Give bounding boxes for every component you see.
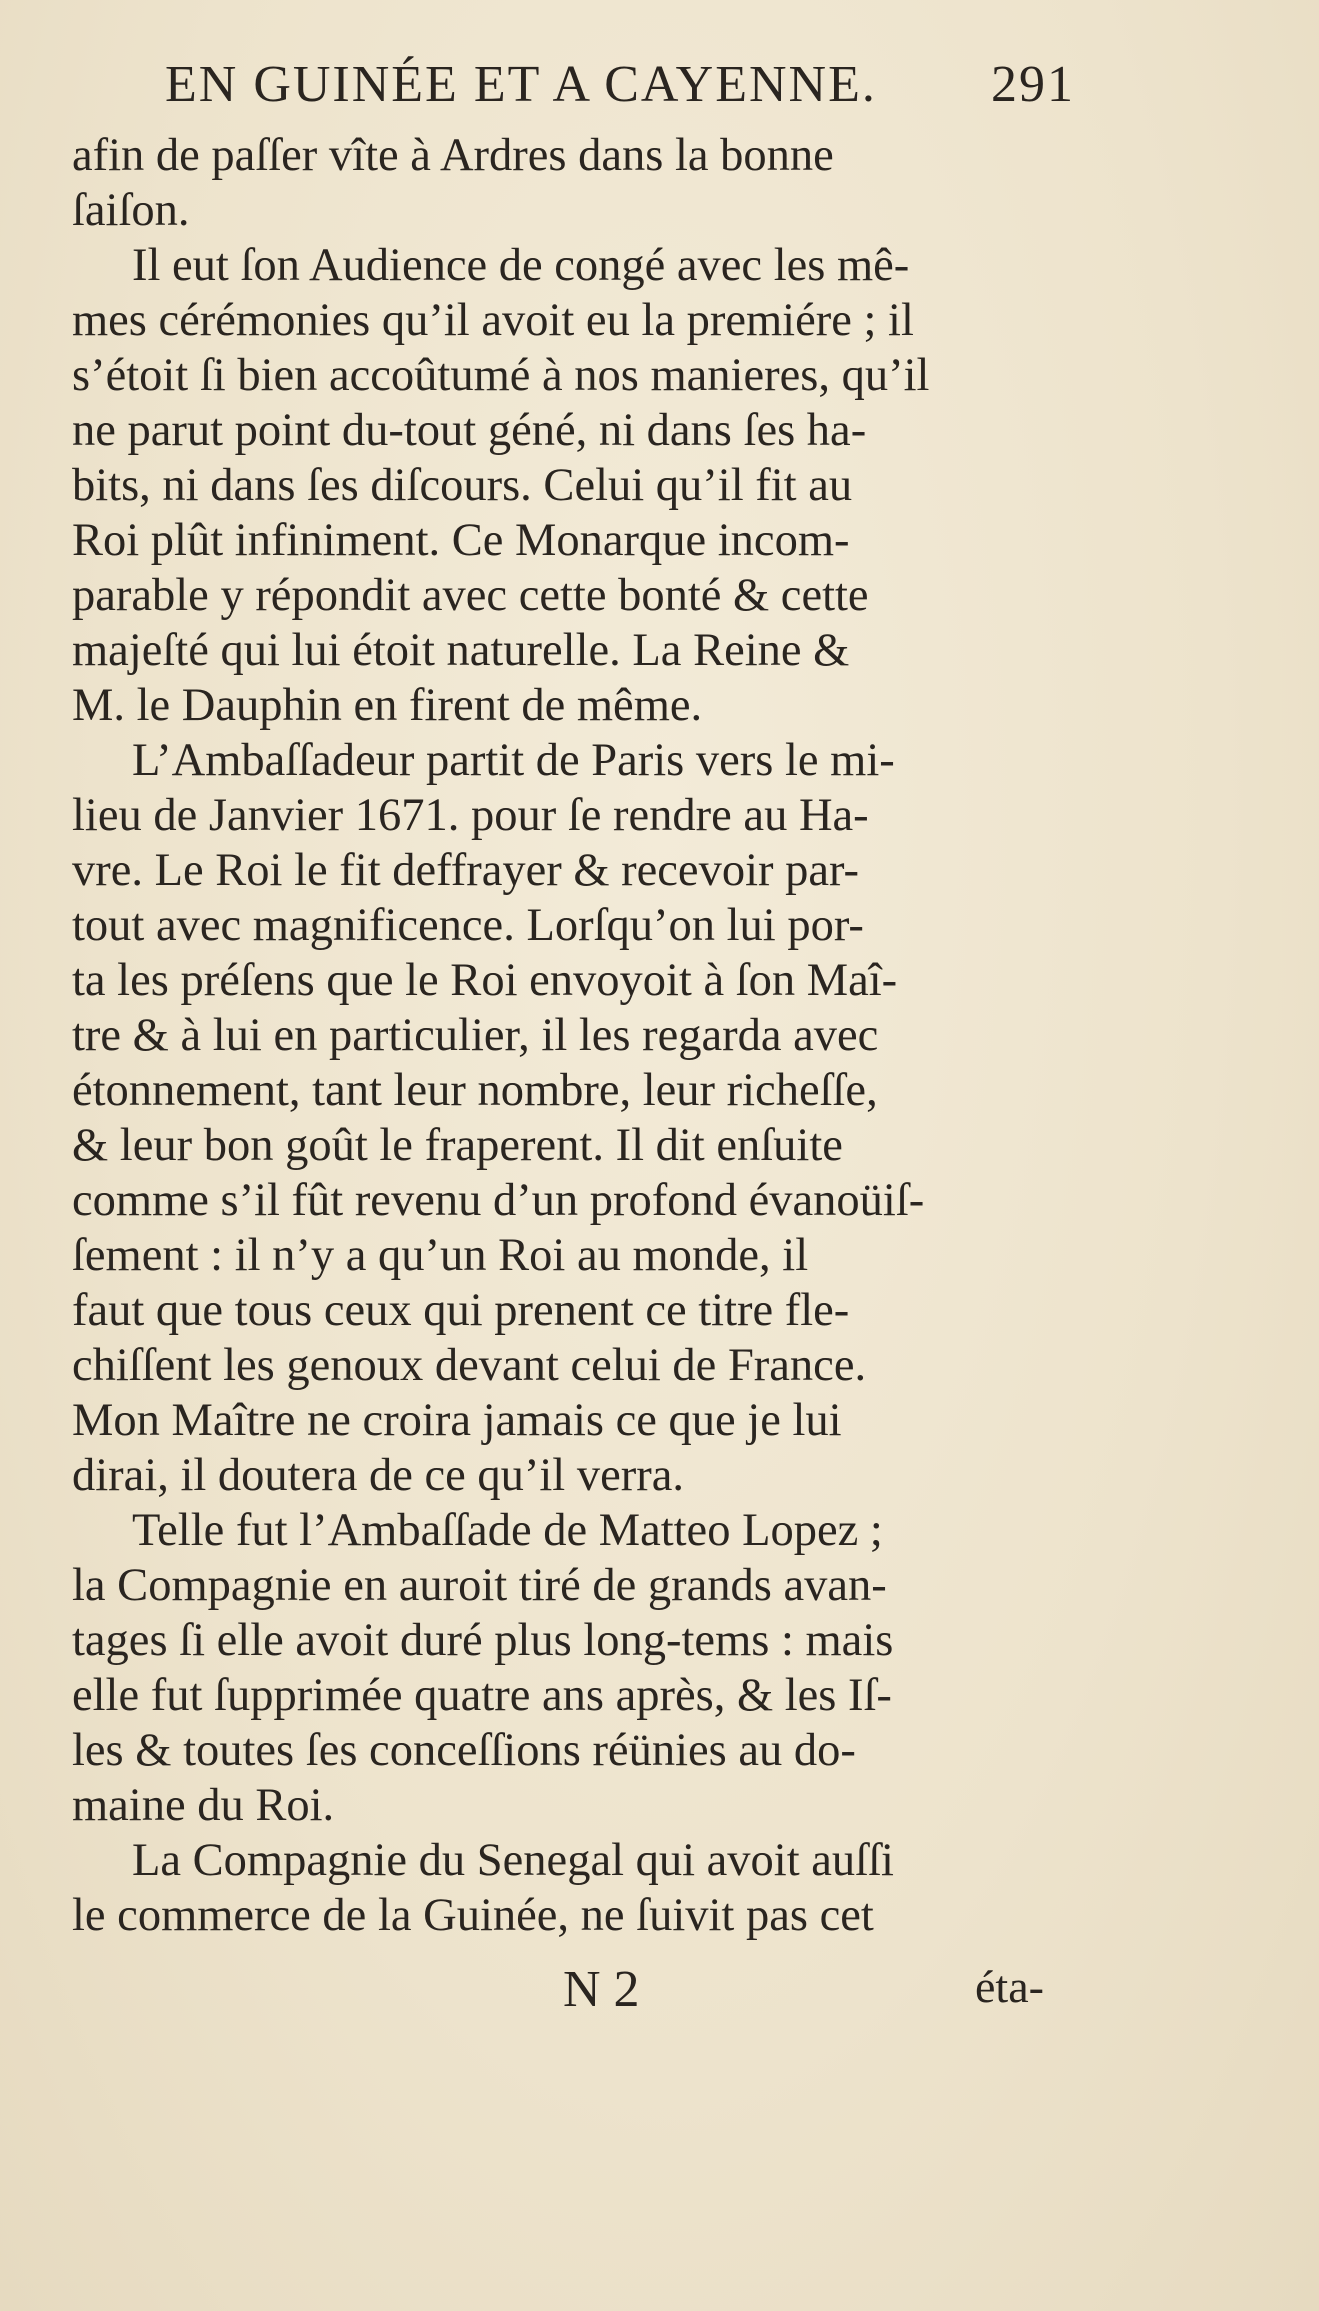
page-footer	[0, 1960, 1319, 2020]
body-text	[72, 128, 1072, 1943]
text-line: ne parut point du-tout géné, ni dans ſes ha-	[72, 405, 867, 456]
text-line: ſaiſon.	[72, 185, 190, 236]
text-line: maine du Roi.	[72, 1780, 335, 1831]
text-line: Telle fut l’Ambaſſade de Matteo Lopez ;	[132, 1505, 883, 1556]
text-line: La Compagnie du Senegal qui avoit auſſi	[132, 1835, 894, 1886]
text-line: Il eut ſon Audience de congé avec les mê-	[132, 240, 910, 291]
text-line: ta les préſens que le Roi envoyoit à ſon Maî-	[72, 955, 898, 1006]
text-line: tages ſi elle avoit duré plus long-tems : mais	[72, 1615, 894, 1666]
text-line: bits, ni dans ſes diſcours. Celui qu’il fit au	[72, 460, 853, 511]
text-line: lieu de Janvier 1671. pour ſe rendre au Ha-	[72, 790, 869, 841]
text-line: étonnement, tant leur nombre, leur richeſſe,	[72, 1065, 878, 1116]
text-line: le commerce de la Guinée, ne ſuivit pas cet	[72, 1890, 874, 1941]
text-line: la Compagnie en auroit tiré de grands avan-	[72, 1560, 887, 1611]
text-line: & leur bon goût le fraperent. Il dit enſuite	[72, 1120, 843, 1171]
text-line: M. le Dauphin en firent de même.	[72, 680, 703, 731]
text-line: elle fut ſupprimée quatre ans après, & les Iſ-	[72, 1670, 892, 1721]
text-line: afin de paſſer vîte à Ardres dans la bonne	[72, 130, 834, 181]
text-line: mes cérémonies qu’il avoit eu la premiére ; il	[72, 295, 914, 346]
text-line: tout avec magnificence. Lorſqu’on lui por-	[72, 900, 864, 951]
text-line: s’étoit ſi bien accoûtumé à nos manieres, qu’il	[72, 350, 930, 401]
text-line: faut que tous ceux qui prenent ce titre fle-	[72, 1285, 850, 1336]
running-title: EN GUINÉE ET A CAYENNE.	[165, 56, 877, 113]
text-line: ſement : il n’y a qu’un Roi au monde, il	[72, 1230, 809, 1281]
text-line: dirai, il doutera de ce qu’il verra.	[72, 1450, 684, 1501]
text-line: les & toutes ſes conceſſions réünies au do-	[72, 1725, 856, 1776]
text-line: comme s’il fût revenu d’un profond évanoüiſ-	[72, 1175, 925, 1226]
signature-mark: N 2	[563, 1961, 640, 2018]
text-line: L’Ambaſſadeur partit de Paris vers le mi-	[132, 735, 895, 786]
text-line: chiſſent les genoux devant celui de France.	[72, 1340, 867, 1391]
page-number: 291	[991, 56, 1075, 113]
text-line: parable y répondit avec cette bonté & cette	[72, 570, 869, 621]
catchword: éta-	[975, 1961, 1044, 2012]
text-line: Mon Maître ne croira jamais ce que je lui	[72, 1395, 842, 1446]
page-header	[165, 55, 1075, 115]
text-line: Roi plût infiniment. Ce Monarque incom-	[72, 515, 850, 566]
text-line: tre & à lui en particulier, il les regarda avec	[72, 1010, 879, 1061]
text-line: vre. Le Roi le fit deffrayer & recevoir par-	[72, 845, 860, 896]
text-line: majeſté qui lui étoit naturelle. La Reine &	[72, 625, 850, 676]
